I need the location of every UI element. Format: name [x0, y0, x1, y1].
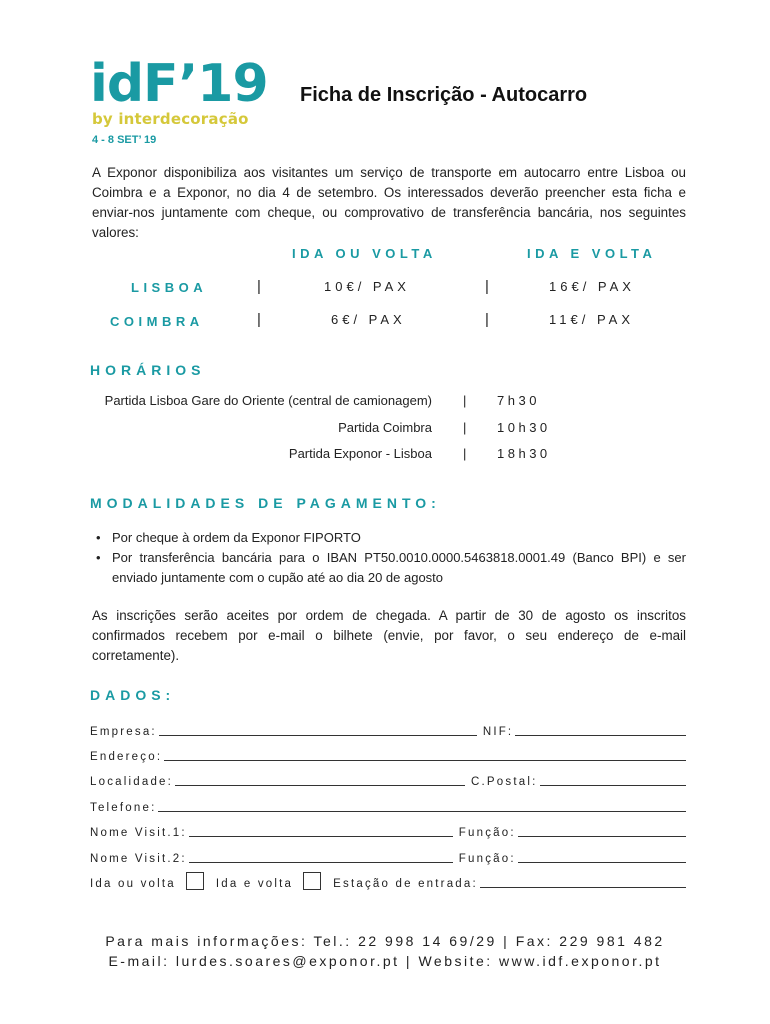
form-row-visitor-2 [90, 847, 686, 865]
funcao1-label: Função: [458, 827, 516, 839]
bullet-icon: • [96, 530, 101, 545]
telefone-field[interactable] [158, 799, 686, 812]
nif-label: NIF: [482, 726, 514, 738]
empresa-label: Empresa: [90, 726, 157, 738]
schedule-time-lisboa: 7h30 [497, 393, 540, 408]
cpostal-label: C.Postal: [471, 776, 538, 788]
schedule-label-coimbra: Partida Coimbra [338, 420, 432, 435]
nif-field[interactable] [515, 723, 686, 736]
endereco-label: Endereço: [90, 751, 163, 763]
payment-heading: MODALIDADES DE PAGAMENTO: [90, 495, 441, 511]
schedule-heading: HORÁRIOS [90, 362, 206, 378]
intro-paragraph: A Exponor disponibiliza aos visitantes um serviço de transporte em autocarro entre Lisboa ou Coimbra e a Exponor, no dia 4 de setembro. Os interessados deverão preencher esta ficha e enviar-nos juntamente com cheque, ou comprovativo de transferência bancária, nos seguintes valores: [92, 165, 686, 240]
list-item: • Por cheque à ordem da Exponor FIPORTO [92, 528, 686, 548]
endereco-field[interactable] [164, 748, 686, 761]
form-heading: DADOS: [90, 687, 176, 703]
estacao-field[interactable] [480, 875, 686, 888]
price-lisboa-one-way: 10€/ PAX [324, 279, 410, 294]
event-dates: 4 - 8 SET’ 19 [92, 134, 157, 146]
price-coimbra-round-trip: 11€/ PAX [549, 312, 634, 327]
separator: | [463, 420, 467, 435]
schedule-label-exponor: Partida Exponor - Lisboa [288, 446, 432, 461]
form-row-telefone [90, 796, 686, 814]
price-coimbra-one-way: 6€/ PAX [331, 312, 406, 327]
empresa-field[interactable] [159, 723, 477, 736]
form-row-localidade [90, 770, 686, 788]
schedule-time-exponor: 18h30 [497, 446, 551, 461]
nome-visit1-label: Nome Visit.1: [90, 827, 187, 839]
separator: | [463, 393, 467, 408]
schedule-time-coimbra: 10h30 [497, 420, 551, 435]
schedule-label-lisboa: Partida Lisboa Gare do Oriente (central de camionagem) [104, 393, 432, 408]
funcao2-label: Função: [458, 853, 516, 865]
funcao2-field[interactable] [518, 850, 686, 863]
registration-note: As inscrições serão aceites por ordem de chegada. A partir de 30 de agosto os inscritos confirmados recebem por e-mail o bilhete (envie, por favor, o seu endereço de e-mail corretamente). [92, 608, 686, 663]
separator: | [485, 278, 489, 295]
row-label-coimbra: COIMBRA [110, 314, 204, 329]
ida-ou-volta-checkbox[interactable] [186, 872, 204, 890]
separator: | [485, 311, 489, 328]
form-row-endereco [90, 745, 686, 763]
cpostal-field[interactable] [540, 773, 687, 786]
separator: | [257, 311, 261, 328]
ida-e-volta-checkbox[interactable] [303, 872, 321, 890]
list-item: • Por transferência bancária para o IBAN PT50.0010.0000.5463818.0001.49 (Banco BPI) e ser enviado juntamente com o cupão até ao dia 20 de agosto [96, 550, 686, 585]
nome-visit2-field[interactable] [189, 850, 453, 863]
localidade-field[interactable] [175, 773, 465, 786]
footer-web: E-mail: lurdes.soares@exponor.pt | Website: www.idf.exponor.pt [108, 953, 662, 969]
nome-visit1-field[interactable] [189, 824, 453, 837]
footer-contacts: Para mais informações: Tel.: 22 998 14 69/29 | Fax: 229 981 482 [105, 933, 665, 949]
funcao1-field[interactable] [518, 824, 686, 837]
bullet-icon: • [96, 550, 101, 565]
telefone-label: Telefone: [90, 802, 157, 814]
separator: | [463, 446, 467, 461]
form-row-visitor-1 [90, 821, 686, 839]
separator: | [257, 278, 261, 295]
nome-visit2-label: Nome Visit.2: [90, 853, 187, 865]
localidade-label: Localidade: [90, 776, 174, 788]
ida-ou-volta-label: Ida ou volta [90, 878, 176, 890]
row-label-lisboa: LISBOA [131, 280, 208, 295]
price-lisboa-round-trip: 16€/ PAX [549, 279, 635, 294]
ida-e-volta-label: Ida e volta [215, 878, 294, 890]
header-round-trip: IDA E VOLTA [527, 246, 657, 261]
logo-main: idF’19 [90, 54, 268, 114]
estacao-label: Estação de entrada: [333, 878, 478, 890]
logo-subtitle: by interdecoração [92, 110, 249, 128]
page-title: Ficha de Inscrição - Autocarro [300, 84, 588, 106]
form-row-trip [90, 872, 686, 890]
header-one-way: IDA OU VOLTA [292, 246, 437, 261]
form-row-empresa [90, 720, 686, 738]
payment-list [92, 528, 686, 588]
